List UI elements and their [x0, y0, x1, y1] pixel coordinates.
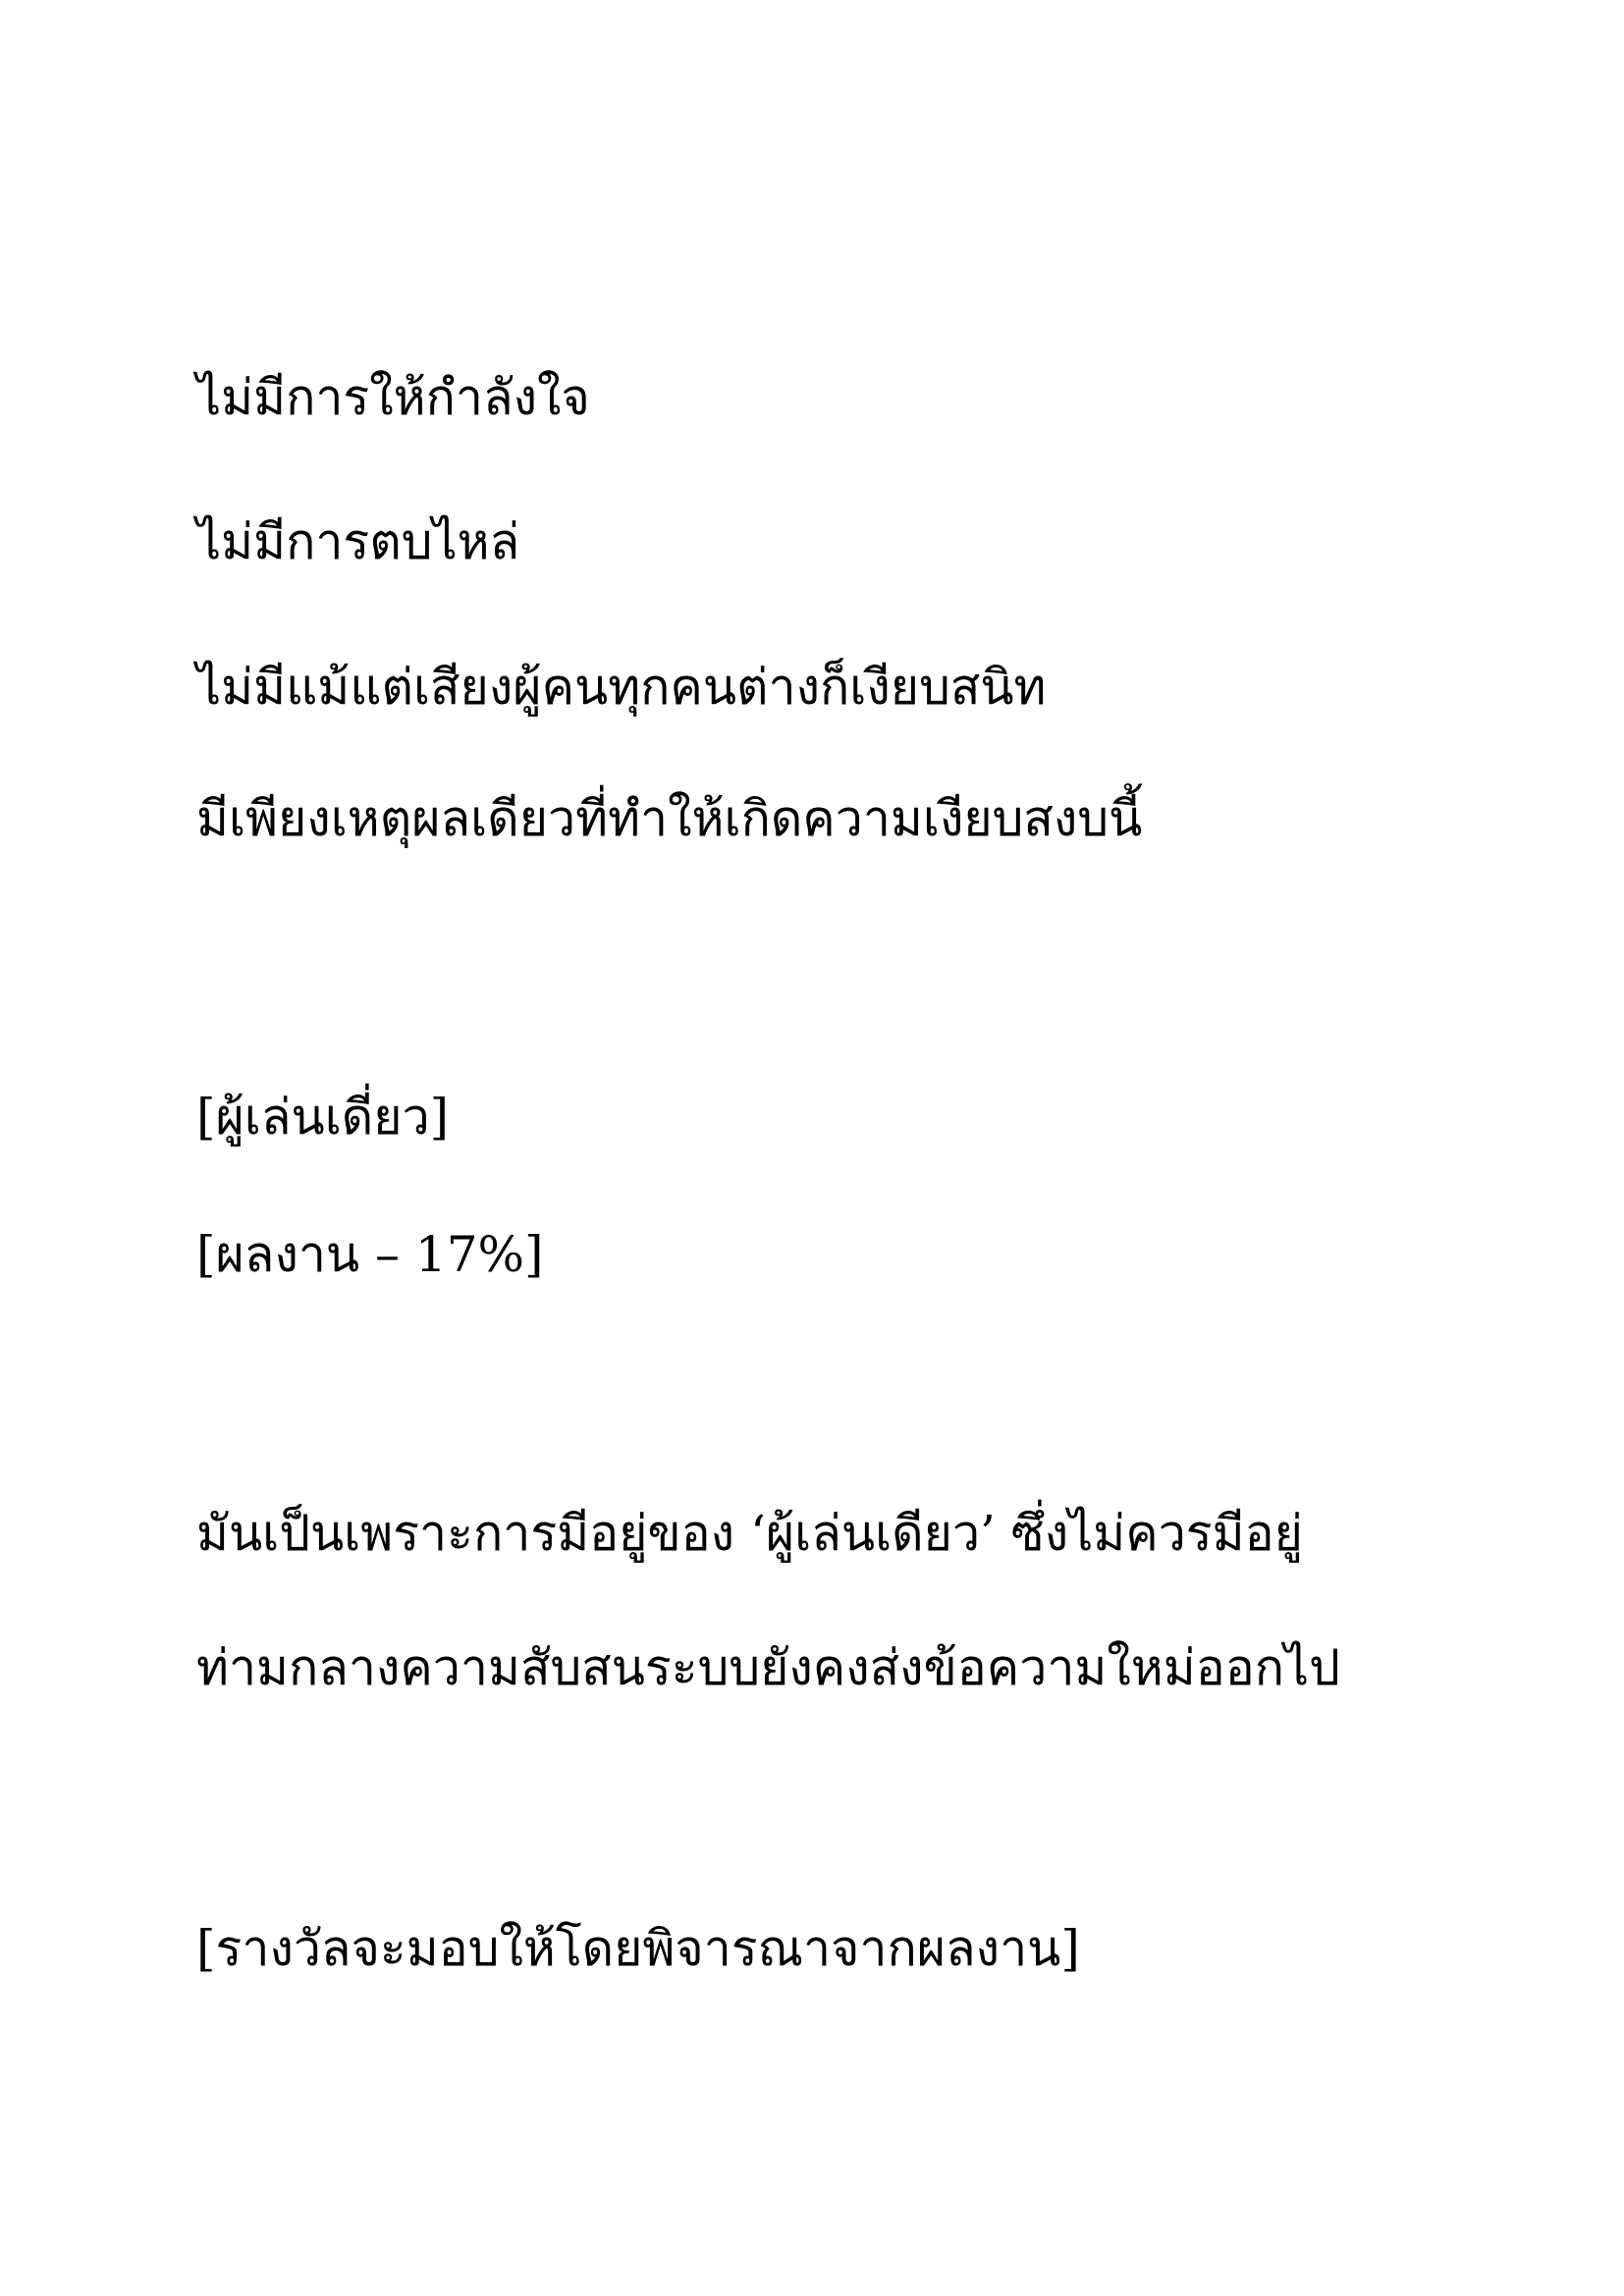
system-message-performance: [ผลงาน – 17%] — [196, 1226, 544, 1283]
text-line: มันเป็นเพราะการมีอยู่ของ ‘ผู้เล่นเดียว’ ซึ่งไม่ควรมีอยู่ — [196, 1505, 1303, 1562]
text-line: มีเพียงเหตุผลเดียวที่ทำให้เกิดความเงียบสงบนี้ — [196, 790, 1143, 847]
text-line: ไม่มีแม้แต่เสียงผู้คนทุกคนต่างก็เงียบสนิท — [196, 659, 1047, 716]
text-line: ไม่มีการตบไหล่ — [196, 513, 520, 570]
text-line: ไม่มีการให้กำลังใจ — [196, 369, 590, 426]
system-message-reward: [รางวัลจะมอบให้โดยพิจารณาจากผลงาน] — [196, 1920, 1080, 1977]
system-message-player: [ผู้เล่นเดี่ยว] — [196, 1089, 450, 1146]
text-line: ท่ามกลางความสับสนระบบยังคงส่งข้อความใหม่ออกไป — [196, 1639, 1340, 1696]
